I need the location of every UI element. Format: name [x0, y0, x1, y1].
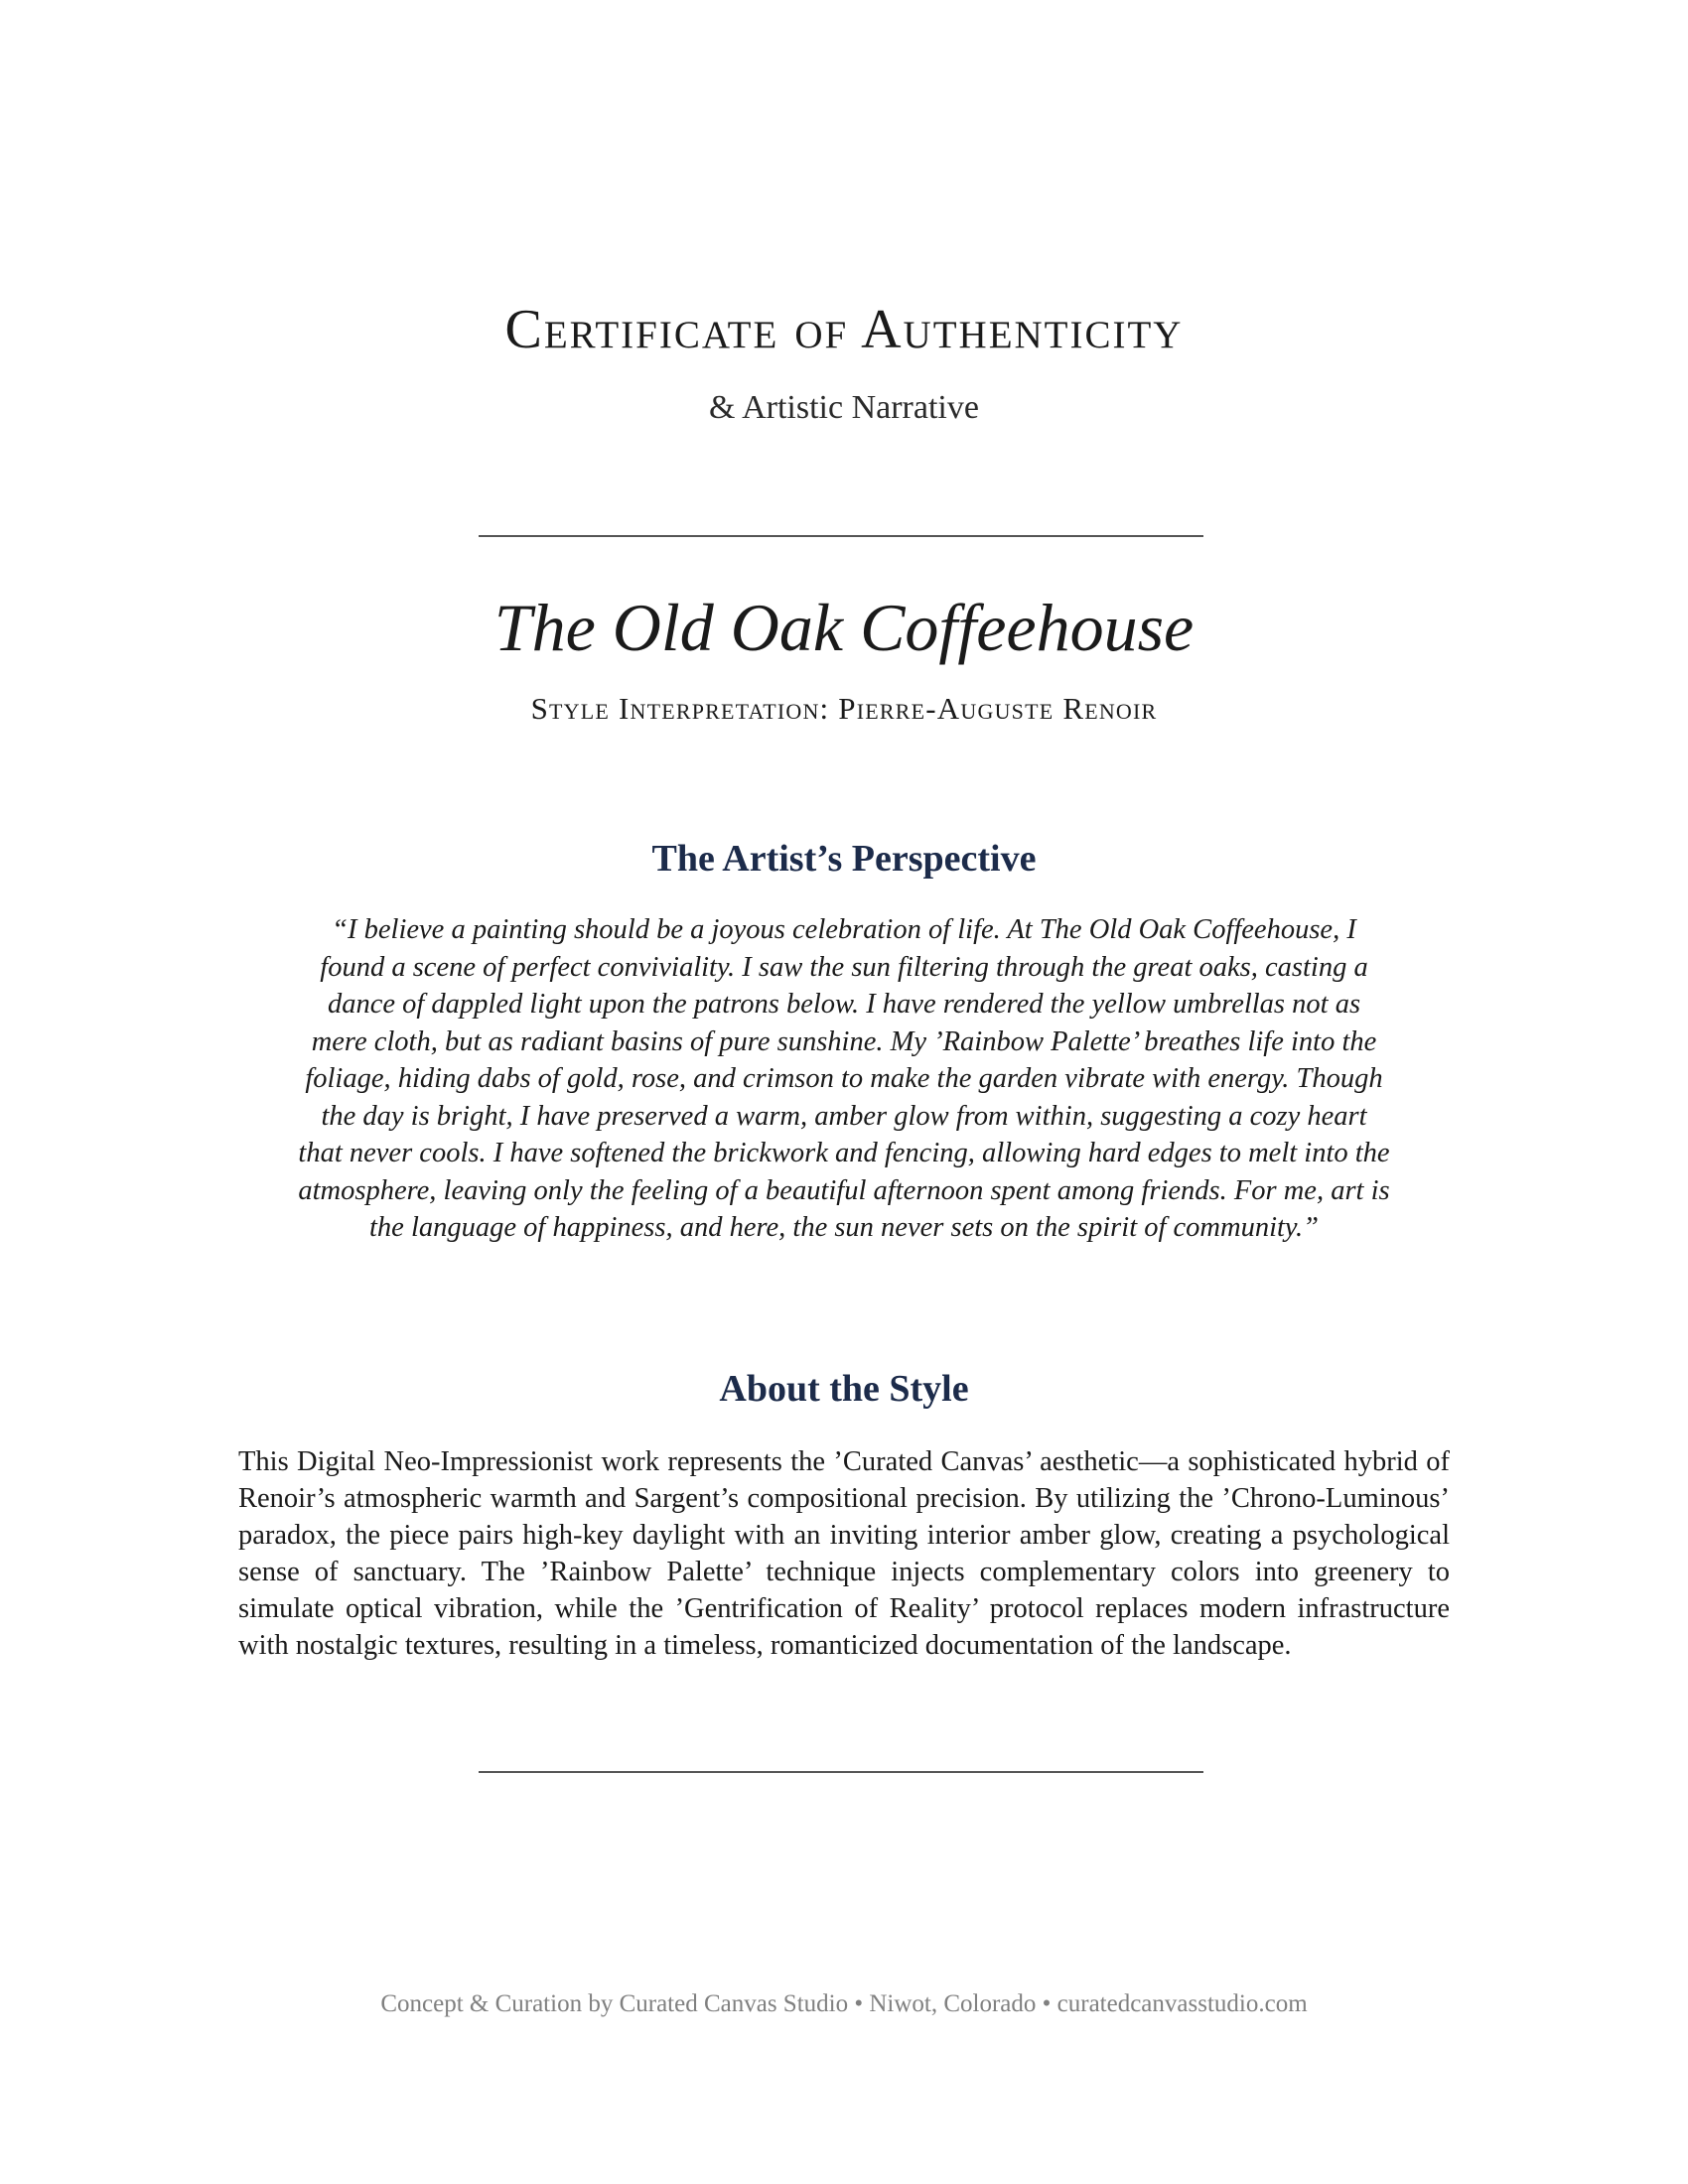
- style-interpretation: Style Interpretation: Pierre-Auguste Renoir: [530, 691, 1158, 726]
- certificate-title: Certificate of Authenticity: [504, 299, 1184, 360]
- perspective-heading: The Artist’s Perspective: [651, 838, 1037, 880]
- bottom-divider: [479, 1771, 1203, 1773]
- artist-quote: “I believe a painting should be a joyous celebration of life. At The Old Oak Coffeehouse, I found a scene of perfect conviviality. I saw the sun filtering through the great oaks, casting a dance of dappled light upon the patrons below. I have rendered the yellow umbrellas not as mere cloth, but as radiant basins of pure sunshine. My ’Rainbow Palette’ breathes life into the foliage, hiding dabs of gold, rose, and crimson to make the garden vibrate with energy. Though the day is bright, I have preserved a warm, amber glow from within, suggesting a cozy heart that never cools. I have softened the brickwork and fencing, allowing hard edges to melt into the atmosphere, leaving only the feeling of a beautiful afternoon spent among friends. For me, art is the language of happiness, and here, the sun never sets on the spirit of community.”: [298, 914, 1390, 1243]
- certificate-subtitle: & Artistic Narrative: [709, 389, 979, 426]
- top-divider: [479, 535, 1203, 537]
- artwork-title: The Old Oak Coffeehouse: [493, 590, 1195, 665]
- about-heading: About the Style: [719, 1368, 969, 1410]
- about-paragraph: This Digital Neo-Impressionist work represents the ’Curated Canvas’ aesthetic—a sophisticated hybrid of Renoir’s atmospheric warmth and Sargent’s compositional precision. By utilizing the ’Chrono-Luminous’ paradox, the piece pairs high-key daylight with an inviting interior amber glow, creating a psychological sense of sanctuary. The ’Rainbow Palette’ technique injects complementary colors into greenery to simulate optical vibration, while the ’Gentrification of Reality’ protocol replaces modern infrastructure with nostalgic textures, resulting in a timeless, romanticized documentation of the landscape.: [238, 1446, 1450, 1661]
- footer-credit: Concept & Curation by Curated Canvas Studio • Niwot, Colorado • curatedcanvasstudio.com: [380, 1990, 1308, 2017]
